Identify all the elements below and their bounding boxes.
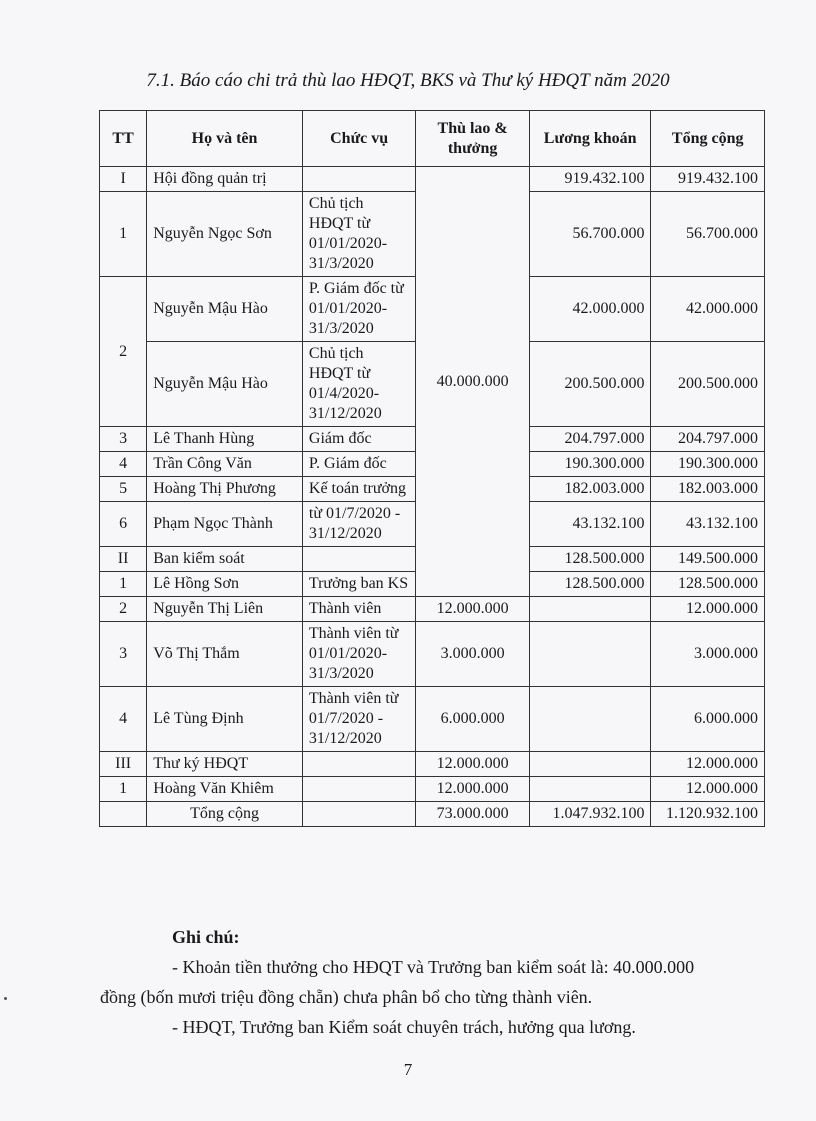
cell-tt: [100, 802, 147, 827]
cell-name: Hoàng Văn Khiêm: [147, 777, 303, 802]
cell-role: P. Giám đốc: [302, 452, 416, 477]
cell-total: 149.500.000: [651, 547, 765, 572]
cell-fee: 3.000.000: [416, 622, 530, 687]
cell-total: 12.000.000: [651, 777, 765, 802]
cell-total: 919.432.100: [651, 167, 765, 192]
cell-total: 200.500.000: [651, 342, 765, 427]
note-line-3: - HĐQT, Trưởng ban Kiểm soát chuyên trách, hưởng qua lương.: [172, 1017, 636, 1037]
cell-role: Chủ tịch HĐQT từ 01/4/2020-31/12/2020: [302, 342, 416, 427]
cell-tt: 4: [100, 452, 147, 477]
scan-speck: [4, 997, 7, 1000]
cell-role: Chủ tịch HĐQT từ 01/01/2020-31/3/2020: [302, 192, 416, 277]
page-number: 7: [403, 1060, 413, 1079]
cell-role: [302, 777, 416, 802]
header-total: Tổng cộng: [651, 111, 765, 167]
cell-total: 6.000.000: [651, 687, 765, 752]
cell-total: 12.000.000: [651, 752, 765, 777]
cell-role: Thành viên từ 01/01/2020-31/3/2020: [302, 622, 416, 687]
cell-tt: 2: [100, 277, 147, 427]
notes-section: [100, 922, 760, 1042]
cell-tt: 3: [100, 622, 147, 687]
cell-fee: 6.000.000: [416, 687, 530, 752]
cell-role: P. Giám đốc từ 01/01/2020-31/3/2020: [302, 277, 416, 342]
cell-tt: I: [100, 167, 147, 192]
cell-name: Phạm Ngọc Thành: [147, 502, 303, 547]
cell-total: 128.500.000: [651, 572, 765, 597]
total-salary: 1.047.932.100: [529, 802, 651, 827]
cell-role: Trưởng ban KS: [302, 572, 416, 597]
cell-role: Thành viên từ 01/7/2020 - 31/12/2020: [302, 687, 416, 752]
cell-salary: 128.500.000: [529, 572, 651, 597]
cell-salary: 42.000.000: [529, 277, 651, 342]
table-row: [100, 687, 765, 752]
merged-fee-cell: 40.000.000: [416, 167, 530, 597]
remuneration-table: [99, 110, 765, 827]
cell-total: 182.003.000: [651, 477, 765, 502]
table-row: [100, 752, 765, 777]
cell-salary: 182.003.000: [529, 477, 651, 502]
cell-role: [302, 752, 416, 777]
cell-total: 204.797.000: [651, 427, 765, 452]
cell-salary: [529, 777, 651, 802]
cell-salary: 919.432.100: [529, 167, 651, 192]
cell-fee: 12.000.000: [416, 752, 530, 777]
cell-salary: [529, 622, 651, 687]
cell-name: Lê Thanh Hùng: [147, 427, 303, 452]
cell-tt: 3: [100, 427, 147, 452]
page-title: 7.1. Báo cáo chi trả thù lao HĐQT, BKS và Thư ký HĐQT năm 2020: [146, 70, 670, 91]
cell-tt: III: [100, 752, 147, 777]
cell-name: Thư ký HĐQT: [147, 752, 303, 777]
cell-tt: II: [100, 547, 147, 572]
note-line-1: - Khoản tiền thưởng cho HĐQT và Trưởng ban kiểm soát là: 40.000.000: [172, 957, 695, 977]
cell-salary: 43.132.100: [529, 502, 651, 547]
cell-role: Thành viên: [302, 597, 416, 622]
header-salary: Lương khoán: [529, 111, 651, 167]
cell-tt: 2: [100, 597, 147, 622]
notes-heading: Ghi chú:: [172, 927, 240, 947]
total-label: Tổng cộng: [147, 802, 303, 827]
total-total: 1.120.932.100: [651, 802, 765, 827]
table-row: [100, 777, 765, 802]
cell-salary: 200.500.000: [529, 342, 651, 427]
cell-role: Giám đốc: [302, 427, 416, 452]
cell-role: từ 01/7/2020 - 31/12/2020: [302, 502, 416, 547]
note-line-2: đồng (bốn mươi triệu đồng chẵn) chưa phân bổ cho từng thành viên.: [100, 987, 593, 1007]
cell-salary: 190.300.000: [529, 452, 651, 477]
total-fee: 73.000.000: [416, 802, 530, 827]
table-header-row: [100, 111, 765, 167]
cell-name: Nguyễn Ngọc Sơn: [147, 192, 303, 277]
cell-name: Nguyễn Mậu Hào: [147, 342, 303, 427]
cell-total: 3.000.000: [651, 622, 765, 687]
cell-name: Nguyễn Mậu Hào: [147, 277, 303, 342]
cell-salary: 56.700.000: [529, 192, 651, 277]
cell-total: 190.300.000: [651, 452, 765, 477]
cell-role: [302, 547, 416, 572]
cell-tt: 4: [100, 687, 147, 752]
header-name: Họ và tên: [147, 111, 303, 167]
cell-salary: 204.797.000: [529, 427, 651, 452]
cell-salary: [529, 687, 651, 752]
cell-name: Hoàng Thị Phương: [147, 477, 303, 502]
table-row: [100, 167, 765, 192]
cell-total: 42.000.000: [651, 277, 765, 342]
cell-name: Trần Công Văn: [147, 452, 303, 477]
cell-fee: 12.000.000: [416, 597, 530, 622]
cell-total: 12.000.000: [651, 597, 765, 622]
cell-role: [302, 167, 416, 192]
cell-name: Ban kiểm soát: [147, 547, 303, 572]
cell-name: Nguyễn Thị Liên: [147, 597, 303, 622]
cell-name: Lê Tùng Định: [147, 687, 303, 752]
cell-total: 43.132.100: [651, 502, 765, 547]
cell-fee: 12.000.000: [416, 777, 530, 802]
cell-tt: 5: [100, 477, 147, 502]
cell-tt: 1: [100, 192, 147, 277]
header-tt: TT: [100, 111, 147, 167]
cell-name: Lê Hồng Sơn: [147, 572, 303, 597]
cell-total: 56.700.000: [651, 192, 765, 277]
table-row: [100, 622, 765, 687]
header-fee: Thù lao & thưởng: [416, 111, 530, 167]
cell-name: Hội đồng quản trị: [147, 167, 303, 192]
cell-tt: 1: [100, 572, 147, 597]
cell-role: [302, 802, 416, 827]
header-role: Chức vụ: [302, 111, 416, 167]
table-row: [100, 597, 765, 622]
cell-salary: [529, 752, 651, 777]
cell-salary: 128.500.000: [529, 547, 651, 572]
cell-role: Kế toán trưởng: [302, 477, 416, 502]
cell-tt: 1: [100, 777, 147, 802]
total-row: [100, 802, 765, 827]
cell-name: Võ Thị Thắm: [147, 622, 303, 687]
cell-tt: 6: [100, 502, 147, 547]
cell-salary: [529, 597, 651, 622]
